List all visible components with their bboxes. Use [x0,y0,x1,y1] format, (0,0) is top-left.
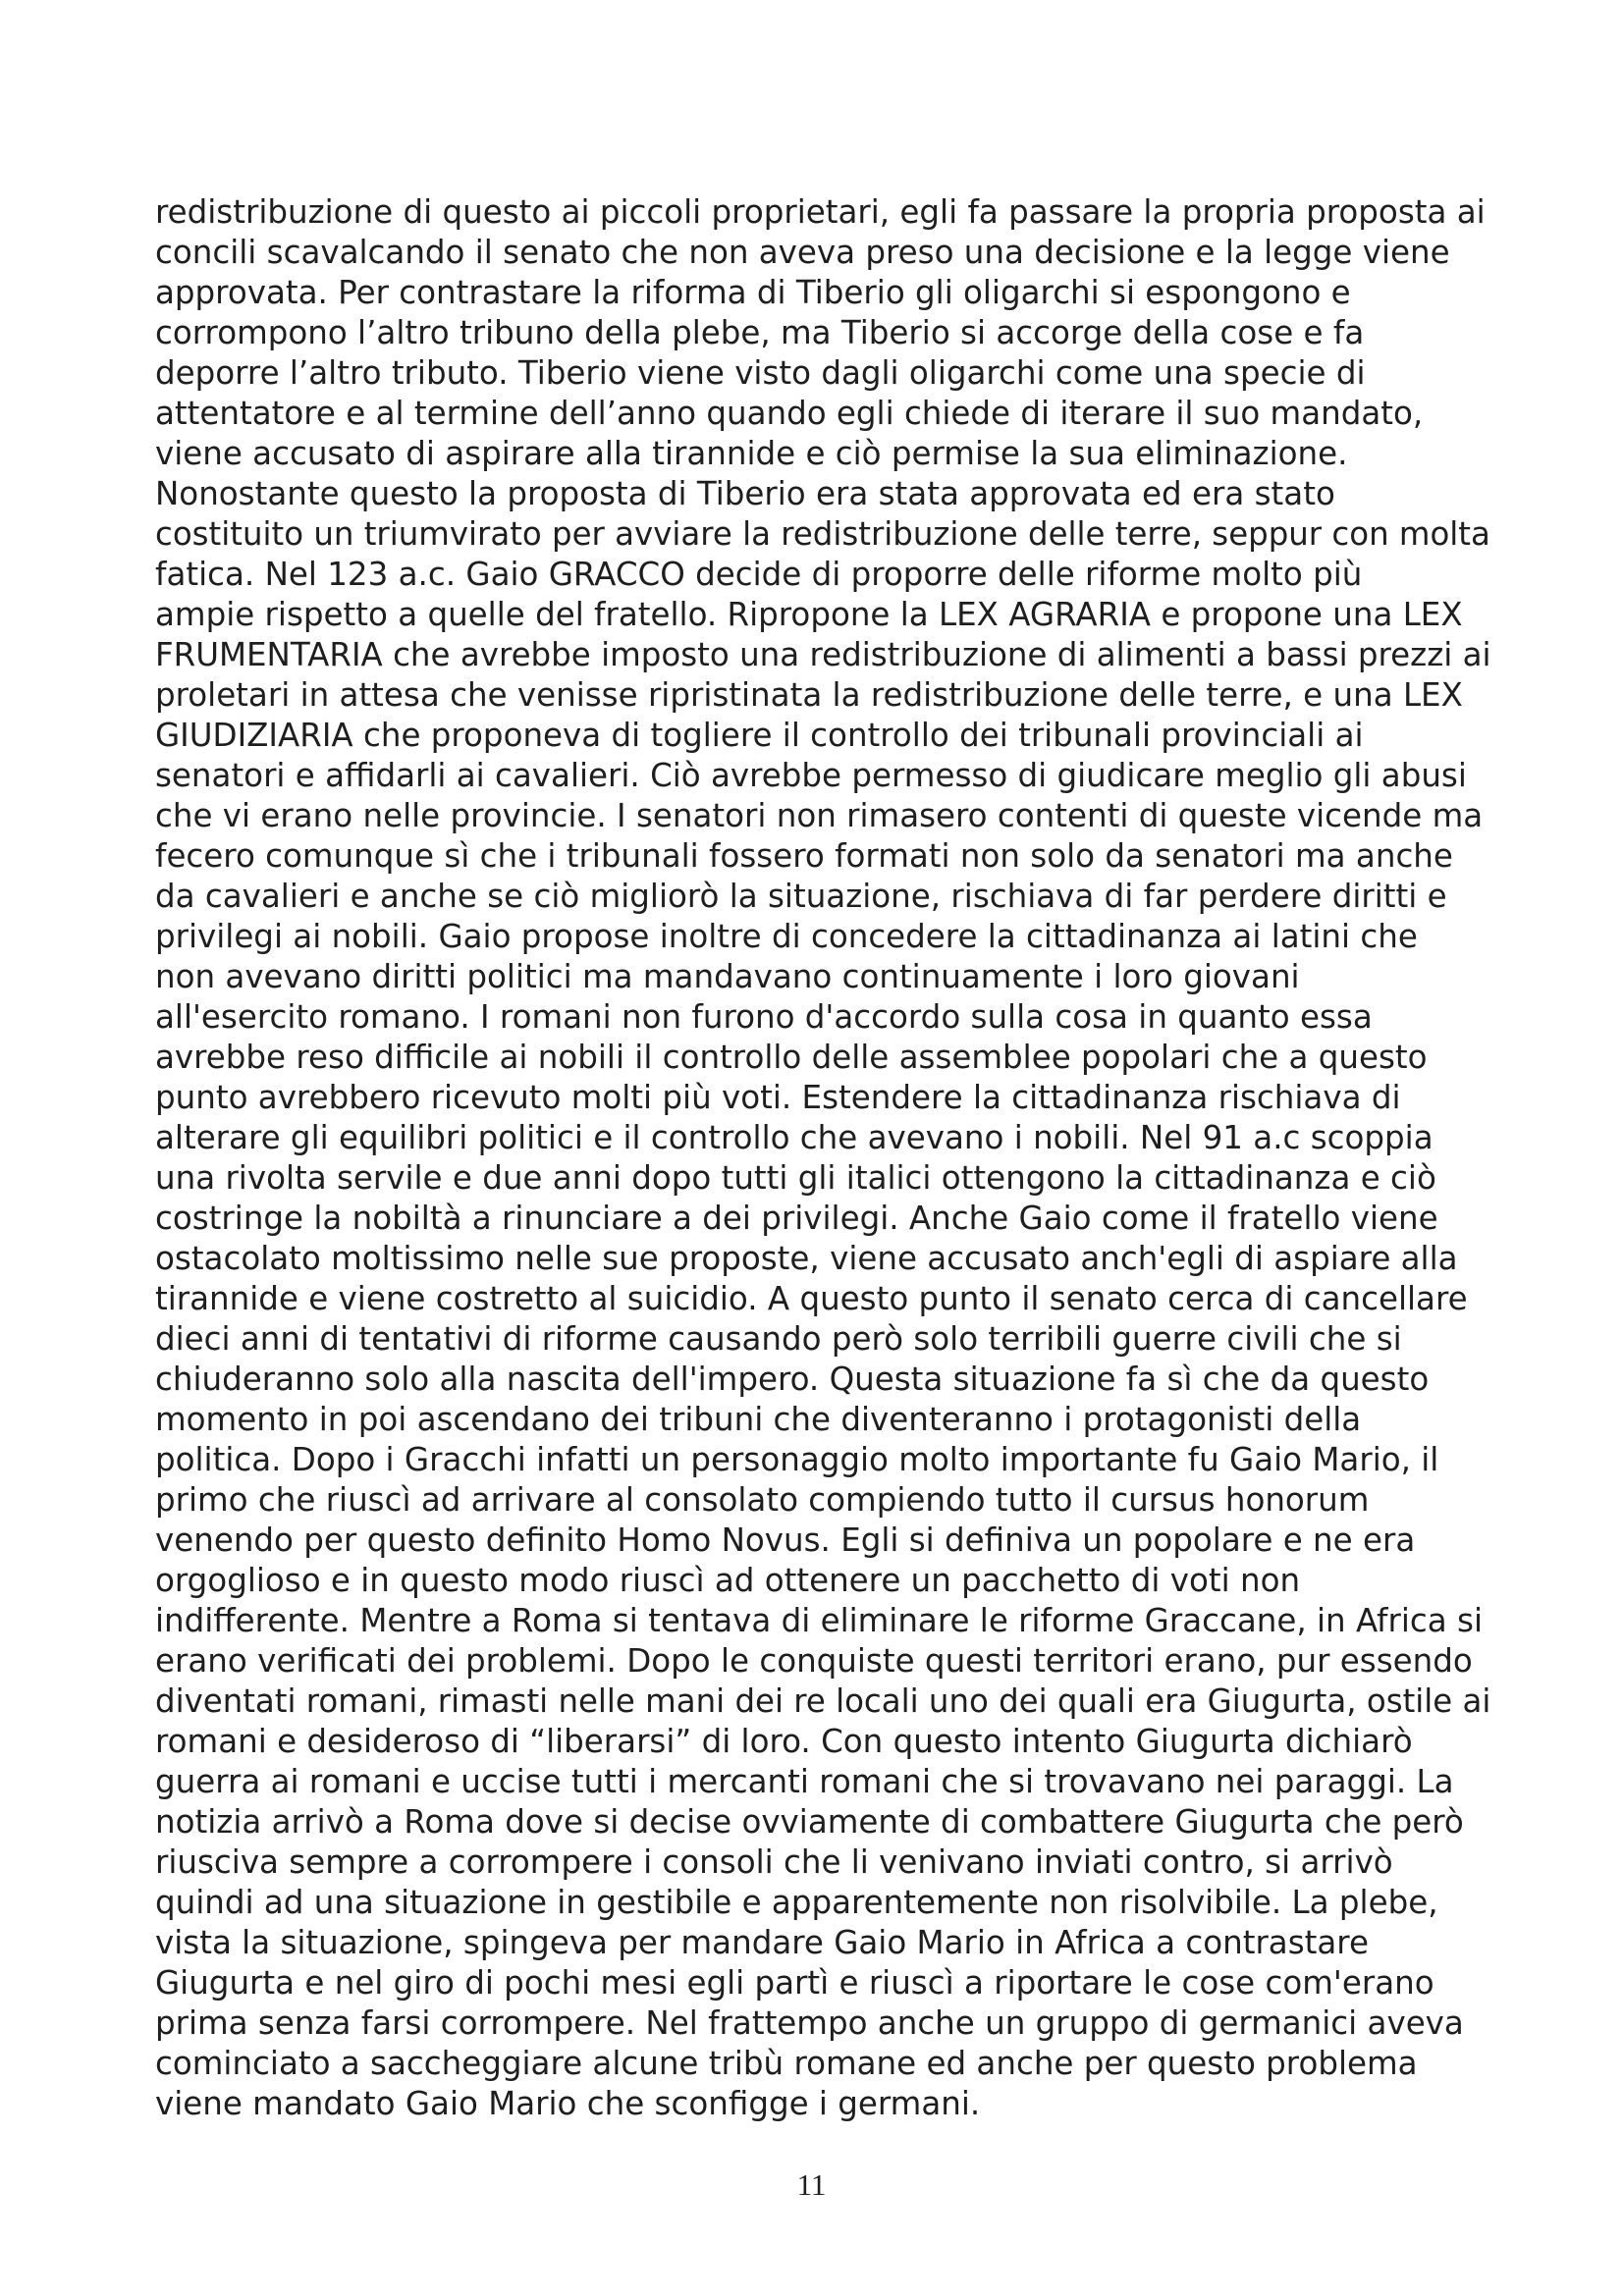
text-line: diventati romani, rimasti nelle mani dei re locali uno dei quali era Giugurta, ostile ai [155,1682,1491,1720]
text-line: costituito un triumvirato per avviare la redistribuzione delle terre, seppur con molta [155,515,1490,553]
text-line: politica. Dopo i Gracchi infatti un personaggio molto importante fu Gaio Mario, il [155,1441,1439,1478]
text-line: ampie rispetto a quelle del fratello. Ripropone la LEX AGRARIA e propone una LEX [155,596,1463,633]
text-line: attentatore e al termine dell’anno quando egli chiede di iterare il suo mandato, [155,395,1424,432]
text-line: fatica. Nel 123 a.c. Gaio GRACCO decide di proporre delle riforme molto più [155,556,1363,593]
text-line: Giugurta e nel giro di pochi mesi egli partì e riuscì a riportare le cose com'erano [155,1964,1434,2002]
text-line: dieci anni di tentativi di riforme causando però solo terribili guerre civili che si [155,1320,1402,1358]
text-line: costringe la nobiltà a rinunciare a dei privilegi. Anche Gaio come il fratello viene [155,1200,1438,1237]
text-line: che vi erano nelle provincie. I senatori non rimasero contenti di queste vicende ma [155,797,1484,834]
text-line: proletari in attesa che venisse ripristinata la redistribuzione delle terre, e una LEX [155,676,1463,714]
text-line: all'esercito romano. I romani non furono d'accordo sulla cosa in quanto essa [155,998,1373,1036]
text-line: momento in poi ascendano dei tribuni che diventeranno i protagonisti della [155,1401,1362,1438]
text-line: ostacolato moltissimo nelle sue proposte, viene accusato anch'egli di aspiare alla [155,1240,1458,1277]
text-line: da cavalieri e anche se ciò migliorò la situazione, rischiava di far perdere diritti e [155,878,1447,915]
text-line: GIUDIZIARIA che proponeva di togliere il controllo dei tribunali provinciali ai [155,717,1364,754]
text-line: approvata. Per contrastare la riforma di Tiberio gli oligarchi si espongono e [155,274,1351,311]
text-line: FRUMENTARIA che avrebbe imposto una redistribuzione di alimenti a bassi prezzi ai [155,636,1491,673]
text-line: quindi ad una situazione in gestibile e apparentemente non risolvibile. La plebe, [155,1884,1438,1921]
text-line: una rivolta servile e due anni dopo tutti gli italici ottengono la cittadinanza e ciò [155,1159,1436,1197]
text-line: orgoglioso e in questo modo riuscì ad ottenere un pacchetto di voti non [155,1562,1301,1599]
text-line: deporre l’altro tributo. Tiberio viene visto dagli oligarchi come una specie di [155,354,1366,392]
body-paragraph [155,192,1490,2124]
text-line: privilegi ai nobili. Gaio propose inoltre di concedere la cittadinanza ai latini che [155,918,1418,955]
text-line: viene accusato di aspirare alla tirannide e ciò permise la sua eliminazione. [155,435,1348,472]
text-line: fecero comunque sì che i tribunali fossero formati non solo da senatori ma anche [155,837,1453,875]
text-line: prima senza farsi corrompere. Nel frattempo anche un gruppo di germanici aveva [155,2004,1464,2042]
text-line: corrompono l’altro tribuno della plebe, ma Tiberio si accorge della cose e fa [155,314,1365,351]
text-line: guerra ai romani e uccise tutti i mercanti romani che si trovavano nei paraggi. La [155,1763,1454,1800]
page-number: 11 [796,2167,827,2202]
text-line: alterare gli equilibri politici e il controllo che avevano i nobili. Nel 91 a.c scoppia [155,1119,1434,1156]
text-line: romani e desideroso di “liberarsi” di loro. Con questo intento Giugurta dichiarò [155,1723,1413,1760]
text-line: avrebbe reso difficile ai nobili il controllo delle assemblee popolari che a questo [155,1039,1428,1076]
text-line: primo che riuscì ad arrivare al consolato compiendo tutto il cursus honorum [155,1481,1370,1519]
text-line: concili scavalcando il senato che non aveva preso una decisione e la legge viene [155,234,1450,271]
text-line: vista la situazione, spingeva per mandare Gaio Mario in Africa a contrastare [155,1924,1369,1961]
text-line: erano verificati dei problemi. Dopo le conquiste questi territori erano, pur essendo [155,1642,1473,1680]
text-line: indifferente. Mentre a Roma si tentava di eliminare le riforme Graccane, in Africa si [155,1602,1483,1639]
text-line: viene mandato Gaio Mario che sconfigge i germani. [155,2085,981,2122]
text-line: venendo per questo definito Homo Novus. Egli si definiva un popolare e ne era [155,1522,1416,1559]
text-line: notizia arrivò a Roma dove si decise ovviamente di combattere Giugurta che però [155,1803,1464,1841]
text-line: senatori e affidarli ai cavalieri. Ciò avrebbe permesso di giudicare meglio gli abusi [155,757,1467,794]
text-line: non avevano diritti politici ma mandavano continuamente i loro giovani [155,958,1300,995]
text-line: Nonostante questo la proposta di Tiberio era stata approvata ed era stato [155,475,1335,512]
text-line: riusciva sempre a corrompere i consoli che li venivano inviati contro, si arrivò [155,1843,1393,1881]
text-line: cominciato a saccheggiare alcune tribù romane ed anche per questo problema [155,2045,1418,2082]
text-line: tirannide e viene costretto al suicidio. A questo punto il senato cerca di cancellare [155,1280,1468,1317]
text-line: punto avrebbero ricevuto molti più voti. Estendere la cittadinanza rischiava di [155,1079,1401,1116]
text-line: redistribuzione di questo ai piccoli proprietari, egli fa passare la propria proposta ai [155,193,1486,231]
text-line: chiuderanno solo alla nascita dell'impero. Questa situazione fa sì che da questo [155,1361,1430,1398]
